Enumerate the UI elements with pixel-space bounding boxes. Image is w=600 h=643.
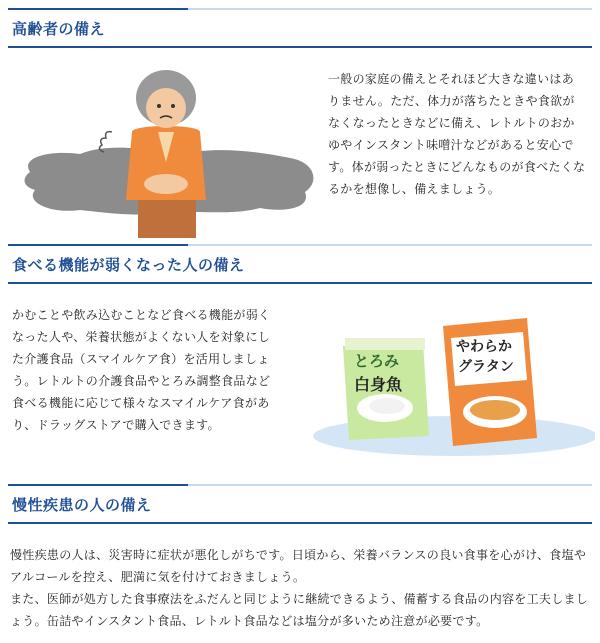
section-title-eating: 食べる機能が弱くなった人の備え [12, 256, 245, 274]
section-body-elderly: 一般の家庭の備えとそれほど大きな違いはありません。ただ、体力が落ちたときや食欲がなくなったときなどに備え、レトルトのおかゆやインスタント味噌汁などがあると安心です。体が弱ったときにどんなものが食べたくなるかを想像し、備えましょう。 [328, 72, 586, 196]
elderly-woman-illustration [20, 62, 320, 242]
header-rule-bottom [8, 46, 592, 48]
care-food-illustration [305, 308, 595, 458]
header-rule-top [8, 8, 592, 10]
box-label-2: グラタン [458, 359, 514, 375]
header-rule-bottom [8, 282, 592, 284]
header-rule-bottom [8, 522, 592, 524]
section-header-elderly [8, 8, 592, 48]
section-title-chronic: 慢性疾患の人の備え [12, 496, 152, 514]
section-title-elderly: 高齢者の備え [12, 20, 106, 38]
section-header-eating [8, 244, 592, 284]
section-body-chronic-2: また、医師が処方した食事療法をふだんと同じように継続できるよう、備蓄する食品の内容を工夫しましょう。缶詰やインスタント食品、レトルト食品などは塩分が多いため注意が必要です。 [10, 592, 589, 628]
bag-label-2: 白身魚 [354, 375, 403, 394]
box-label-1: やわらか [456, 339, 512, 355]
bag-label-1: とろみ [354, 352, 400, 370]
header-rule-top [8, 244, 592, 246]
section-header-chronic [8, 484, 592, 524]
section-body-eating: かむことや飲み込むことなど食べる機能が弱くなった人や、栄養状態がよくない人を対象にした介護食品（スマイルケア食）を活用しましょう。レトルトの介護食品やとろみ調整食品など食べる機能に応じて様々なスマイルケア食があり、ドラッグストアで購入できます。 [12, 308, 271, 432]
header-rule-top [8, 484, 592, 486]
section-body-chronic-1: 慢性疾患の人は、災害時に症状が悪化しがちです。日頃から、栄養バランスの良い食事を心がけ、食塩やアルコールを控え、肥満に気を付けておきましょう。 [10, 548, 587, 584]
